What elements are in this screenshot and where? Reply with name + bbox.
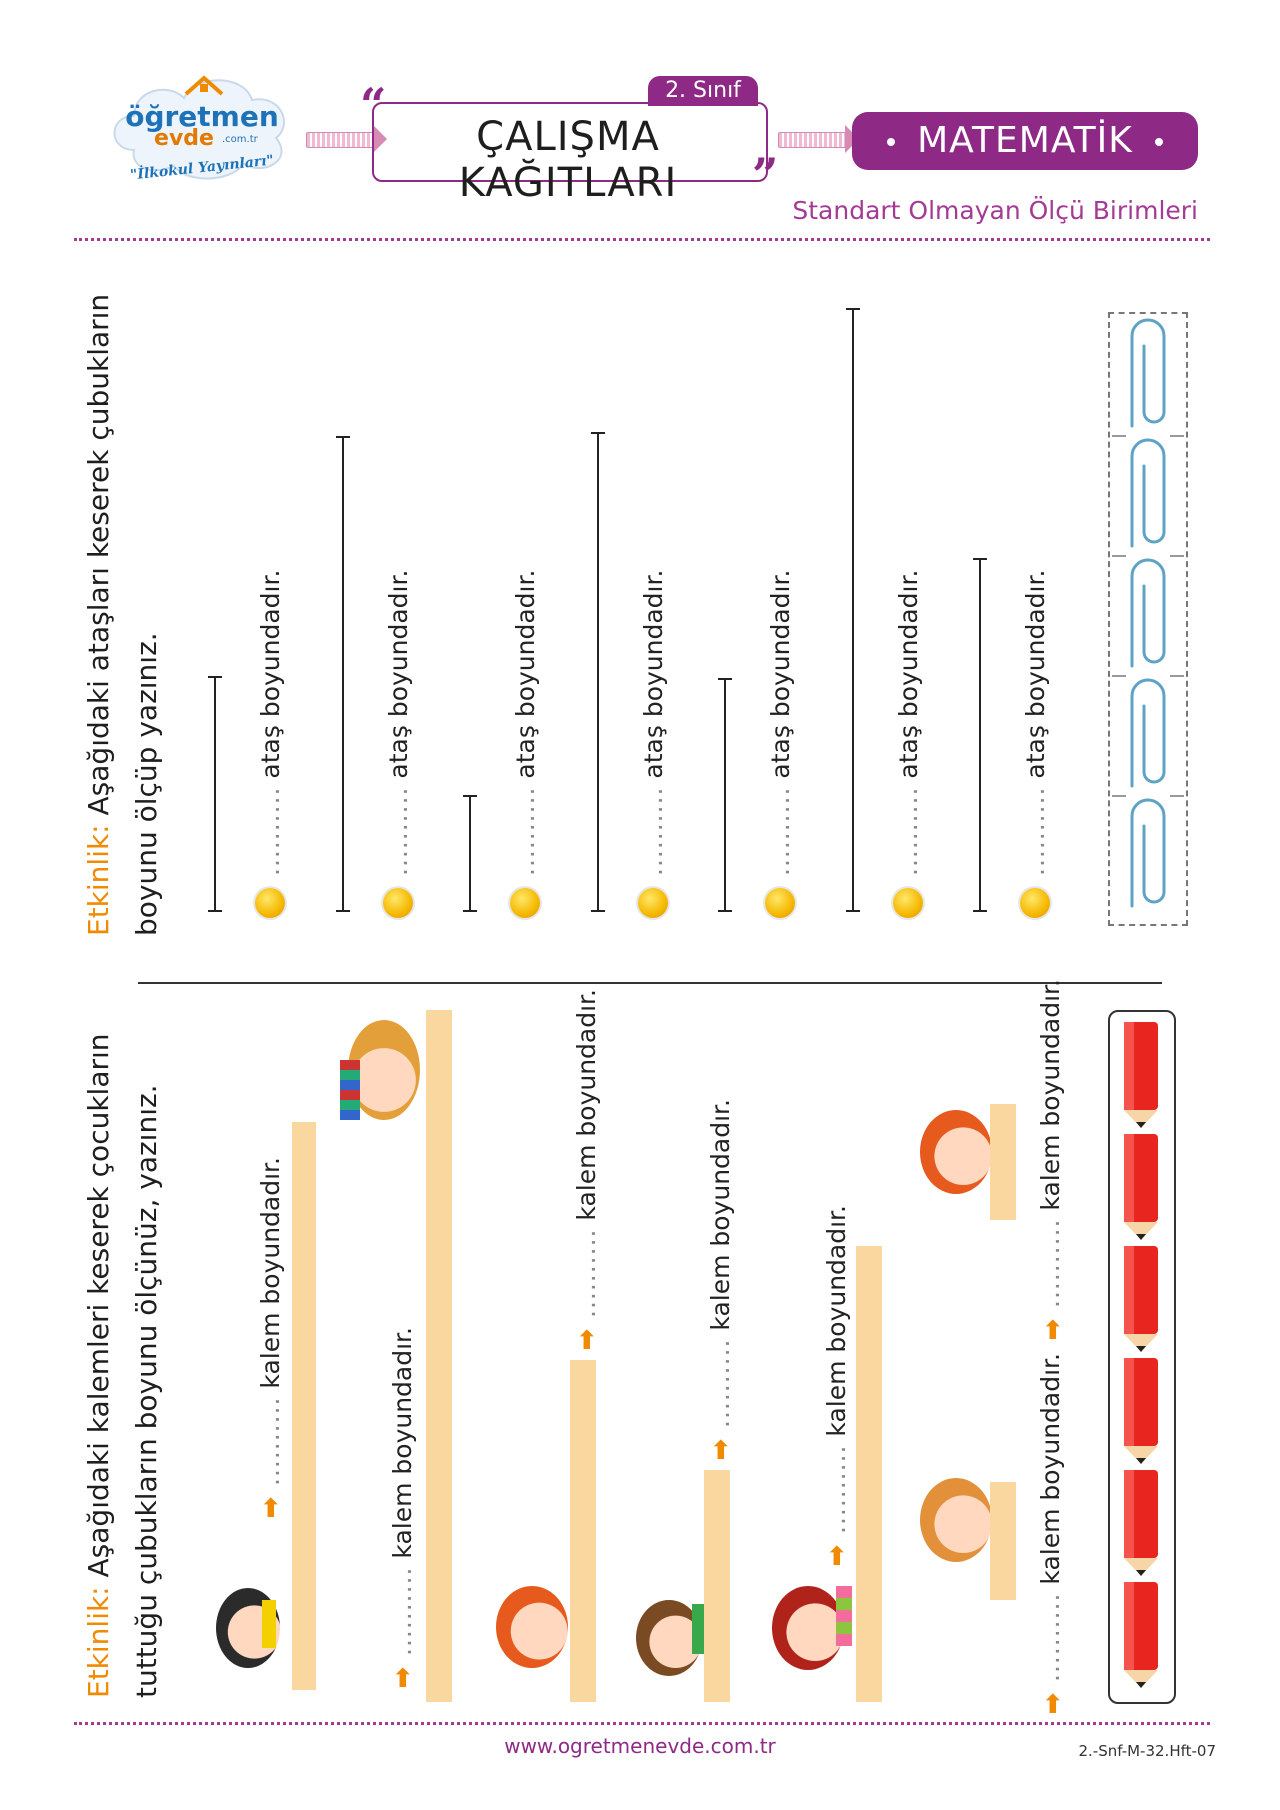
answer-line: .......... kalem boyundadır. <box>256 1157 285 1486</box>
activity1-instruction-line1: Etkinlik: Aşağıdaki ataşları keserek çubukların <box>82 293 115 936</box>
pencil-strip <box>1114 1016 1168 1696</box>
activity2-instruction-line1: Etkinlik: Aşağıdaki kalemleri keserek çocukların <box>82 1033 115 1698</box>
open-quote-mark: “ <box>360 78 387 132</box>
paperclip-icon <box>1132 800 1164 906</box>
activity1-instruction-line2: boyunu ölçüp yazınız. <box>130 632 163 936</box>
measuring-bar <box>990 1482 1016 1600</box>
answer-line: .......... ataş boyundadır. <box>639 569 668 876</box>
measuring-bar <box>990 1104 1016 1220</box>
arrow-up-icon: ⬆ <box>826 1542 848 1572</box>
header-separator <box>74 238 1210 241</box>
topic-title: Standart Olmayan Ölçü Birimleri <box>792 196 1198 225</box>
arrow-up-icon: ⬆ <box>576 1326 598 1356</box>
answer-line: .......... kalem boyundadır. <box>822 1205 851 1534</box>
header-arrow-right <box>778 132 846 148</box>
child-shirt <box>262 1600 276 1648</box>
answer-line: .......... ataş boyundadır. <box>894 569 923 876</box>
logo-name-part1: öğretmen <box>125 100 279 133</box>
bullet-icon <box>1020 888 1050 918</box>
grade-tab: 2. Sınıf <box>648 76 758 106</box>
answer-line: .......... ataş boyundadır. <box>1021 569 1050 876</box>
answer-line: .......... ataş boyundadır. <box>256 569 285 876</box>
answer-line: .......... kalem boyundadır. <box>572 989 601 1318</box>
footer-url[interactable]: www.ogretmenevde.com.tr <box>504 1734 776 1758</box>
paperclip-icon <box>1132 320 1164 426</box>
measuring-stick <box>469 795 471 912</box>
measuring-bar <box>856 1246 882 1702</box>
answer-line: .......... kalem boyundadır. <box>388 1327 417 1656</box>
paperclip-icon <box>1132 440 1164 546</box>
measuring-bar <box>426 1010 452 1702</box>
measuring-stick <box>214 676 216 912</box>
activity2-instruction-line2: tuttuğu çubukların boyunu ölçünüz, yazınız. <box>130 1084 163 1698</box>
footer-separator <box>74 1722 1210 1725</box>
bullet-icon <box>765 888 795 918</box>
answer-line: .......... ataş boyundadır. <box>384 569 413 876</box>
arrow-up-icon: ⬆ <box>392 1664 414 1694</box>
answer-line: .......... kalem boyundadır. <box>1036 1353 1065 1682</box>
close-quote-mark: ” <box>752 148 779 202</box>
measuring-stick <box>979 558 981 912</box>
worksheet-code: 2.-Snf-M-32.Hft-07 <box>1078 1742 1216 1760</box>
activity1-label: Etkinlik: <box>82 824 115 936</box>
paperclip-icon <box>1132 680 1164 786</box>
arrow-up-icon: ⬆ <box>1042 1316 1064 1346</box>
paperclip-icon <box>1132 560 1164 666</box>
measuring-stick <box>342 436 344 912</box>
pencil-icon <box>1124 1582 1158 1688</box>
answer-line: .......... kalem boyundadır. <box>1036 979 1065 1308</box>
logo-name-part2: evde <box>154 126 214 151</box>
arrow-up-icon: ⬆ <box>260 1494 282 1524</box>
measuring-stick <box>724 678 726 912</box>
child-illustration <box>496 1586 568 1668</box>
child-illustration <box>920 1478 992 1562</box>
bullet-icon <box>383 888 413 918</box>
header-arrow-left <box>306 132 374 148</box>
paperclip-strip <box>1112 316 1184 920</box>
subject-label: MATEMATİK <box>917 120 1133 161</box>
activity2-label: Etkinlik: <box>82 1586 115 1698</box>
subject-dot-left <box>887 138 895 146</box>
sheet-title: ÇALIŞMA KAĞITLARI <box>458 114 678 206</box>
logo-domain: .com.tr <box>222 134 258 145</box>
pencil-icon <box>1124 1246 1158 1352</box>
measuring-bar <box>292 1122 316 1690</box>
books-stack <box>340 1060 360 1120</box>
child-illustration <box>920 1110 992 1194</box>
measuring-bar <box>570 1360 596 1702</box>
logo-slogan: "İlkokul Yayınları" <box>129 152 275 184</box>
measuring-bar <box>704 1470 730 1702</box>
pencil-icon <box>1124 1470 1158 1576</box>
bullet-icon <box>638 888 668 918</box>
subject-badge <box>852 112 1198 170</box>
measuring-stick <box>597 432 599 912</box>
pencil-icon <box>1124 1358 1158 1464</box>
publisher-logo <box>104 64 300 194</box>
section-divider <box>138 982 1162 984</box>
answer-line: .......... ataş boyundadır. <box>766 569 795 876</box>
bullet-icon <box>893 888 923 918</box>
child-illustration <box>772 1586 844 1670</box>
arrow-up-icon: ⬆ <box>710 1436 732 1466</box>
answer-line: .......... ataş boyundadır. <box>511 569 540 876</box>
bullet-icon <box>510 888 540 918</box>
arrow-up-icon: ⬆ <box>1042 1690 1064 1720</box>
pencil-icon <box>1124 1022 1158 1128</box>
answer-line: .......... kalem boyundadır. <box>706 1099 735 1428</box>
pencil-icon <box>1124 1134 1158 1240</box>
bullet-icon <box>255 888 285 918</box>
child-dress <box>836 1586 852 1646</box>
subject-dot-right <box>1155 138 1163 146</box>
measuring-stick <box>852 308 854 912</box>
